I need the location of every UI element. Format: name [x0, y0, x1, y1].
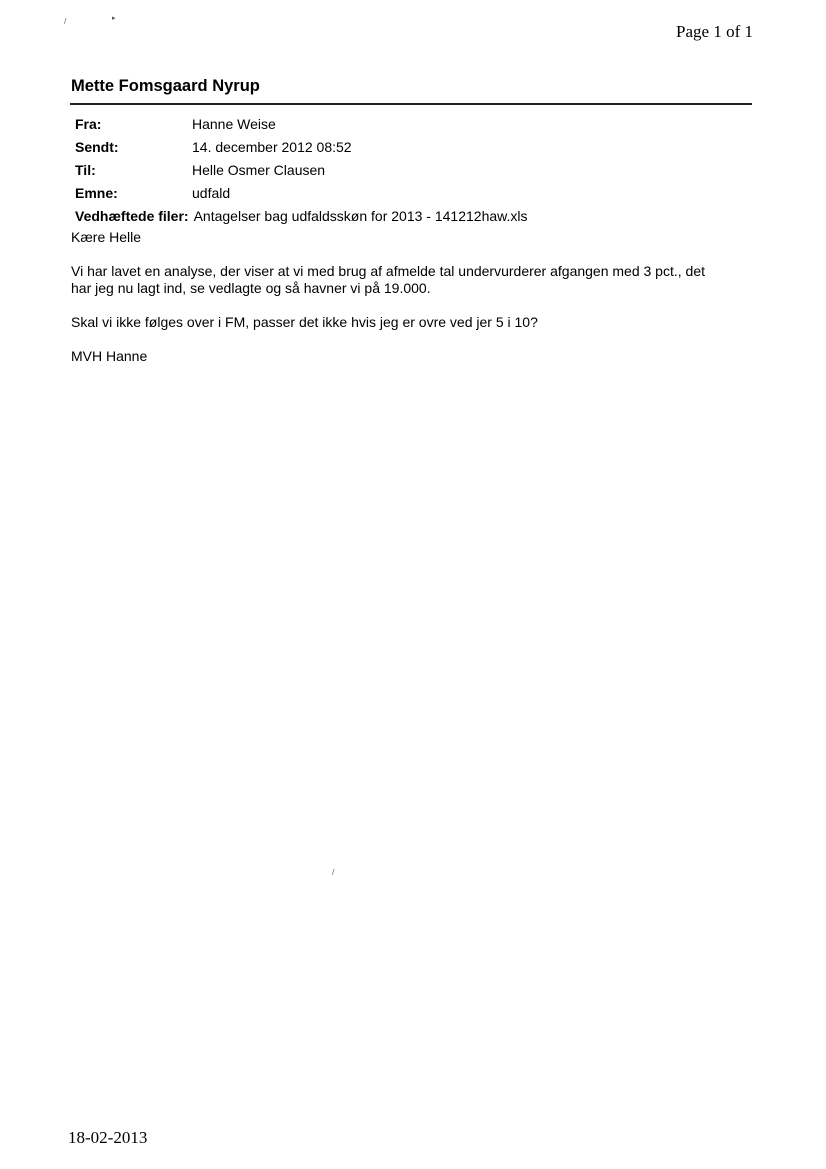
sender-value: Hanne Weise	[192, 116, 276, 132]
body-paragraph	[71, 263, 741, 297]
header-row-subject	[75, 183, 527, 206]
header-row-sent	[75, 137, 527, 160]
header-label: Emne:	[75, 185, 118, 201]
attachment-filename: Antagelser bag udfaldsskøn for 2013 - 141212haw.xls	[193, 208, 528, 224]
body-line: Vi har lavet en analyse, der viser at vi med brug af afmelde tal undervurderer afgangen med 3 pct., det	[71, 263, 705, 279]
header-label: Til:	[75, 162, 96, 178]
mailbox-owner-name: Mette Fomsgaard Nyrup	[71, 77, 260, 95]
email-headers	[75, 114, 527, 229]
header-divider	[70, 103, 752, 105]
header-row-to	[75, 160, 527, 183]
subject-value: udfald	[192, 185, 231, 201]
scan-speck: ▸	[112, 14, 116, 22]
scan-speck: /	[332, 868, 335, 876]
body-paragraph: Skal vi ikke følges over i FM, passer det ikke hvis jeg er ovre ved jer 5 i 10?	[71, 314, 538, 330]
header-label: Sendt:	[75, 139, 119, 155]
salutation: Kære Helle	[71, 229, 142, 245]
print-date: 18-02-2013	[68, 1128, 148, 1147]
sent-date-value: 14. december 2012 08:52	[192, 139, 352, 155]
page-number: Page 1 of 1	[676, 22, 753, 41]
header-label: Vedhæftede filer:	[75, 208, 189, 224]
email-body	[71, 229, 741, 365]
header-row-from	[75, 114, 527, 137]
recipient-value: Helle Osmer Clausen	[192, 162, 326, 178]
scan-speck: /	[64, 17, 67, 25]
header-row-attachments	[75, 206, 527, 229]
body-line: har jeg nu lagt ind, se vedlagte og så havner vi på 19.000.	[71, 280, 431, 296]
signoff: MVH Hanne	[71, 348, 148, 364]
header-label: Fra:	[75, 116, 102, 132]
